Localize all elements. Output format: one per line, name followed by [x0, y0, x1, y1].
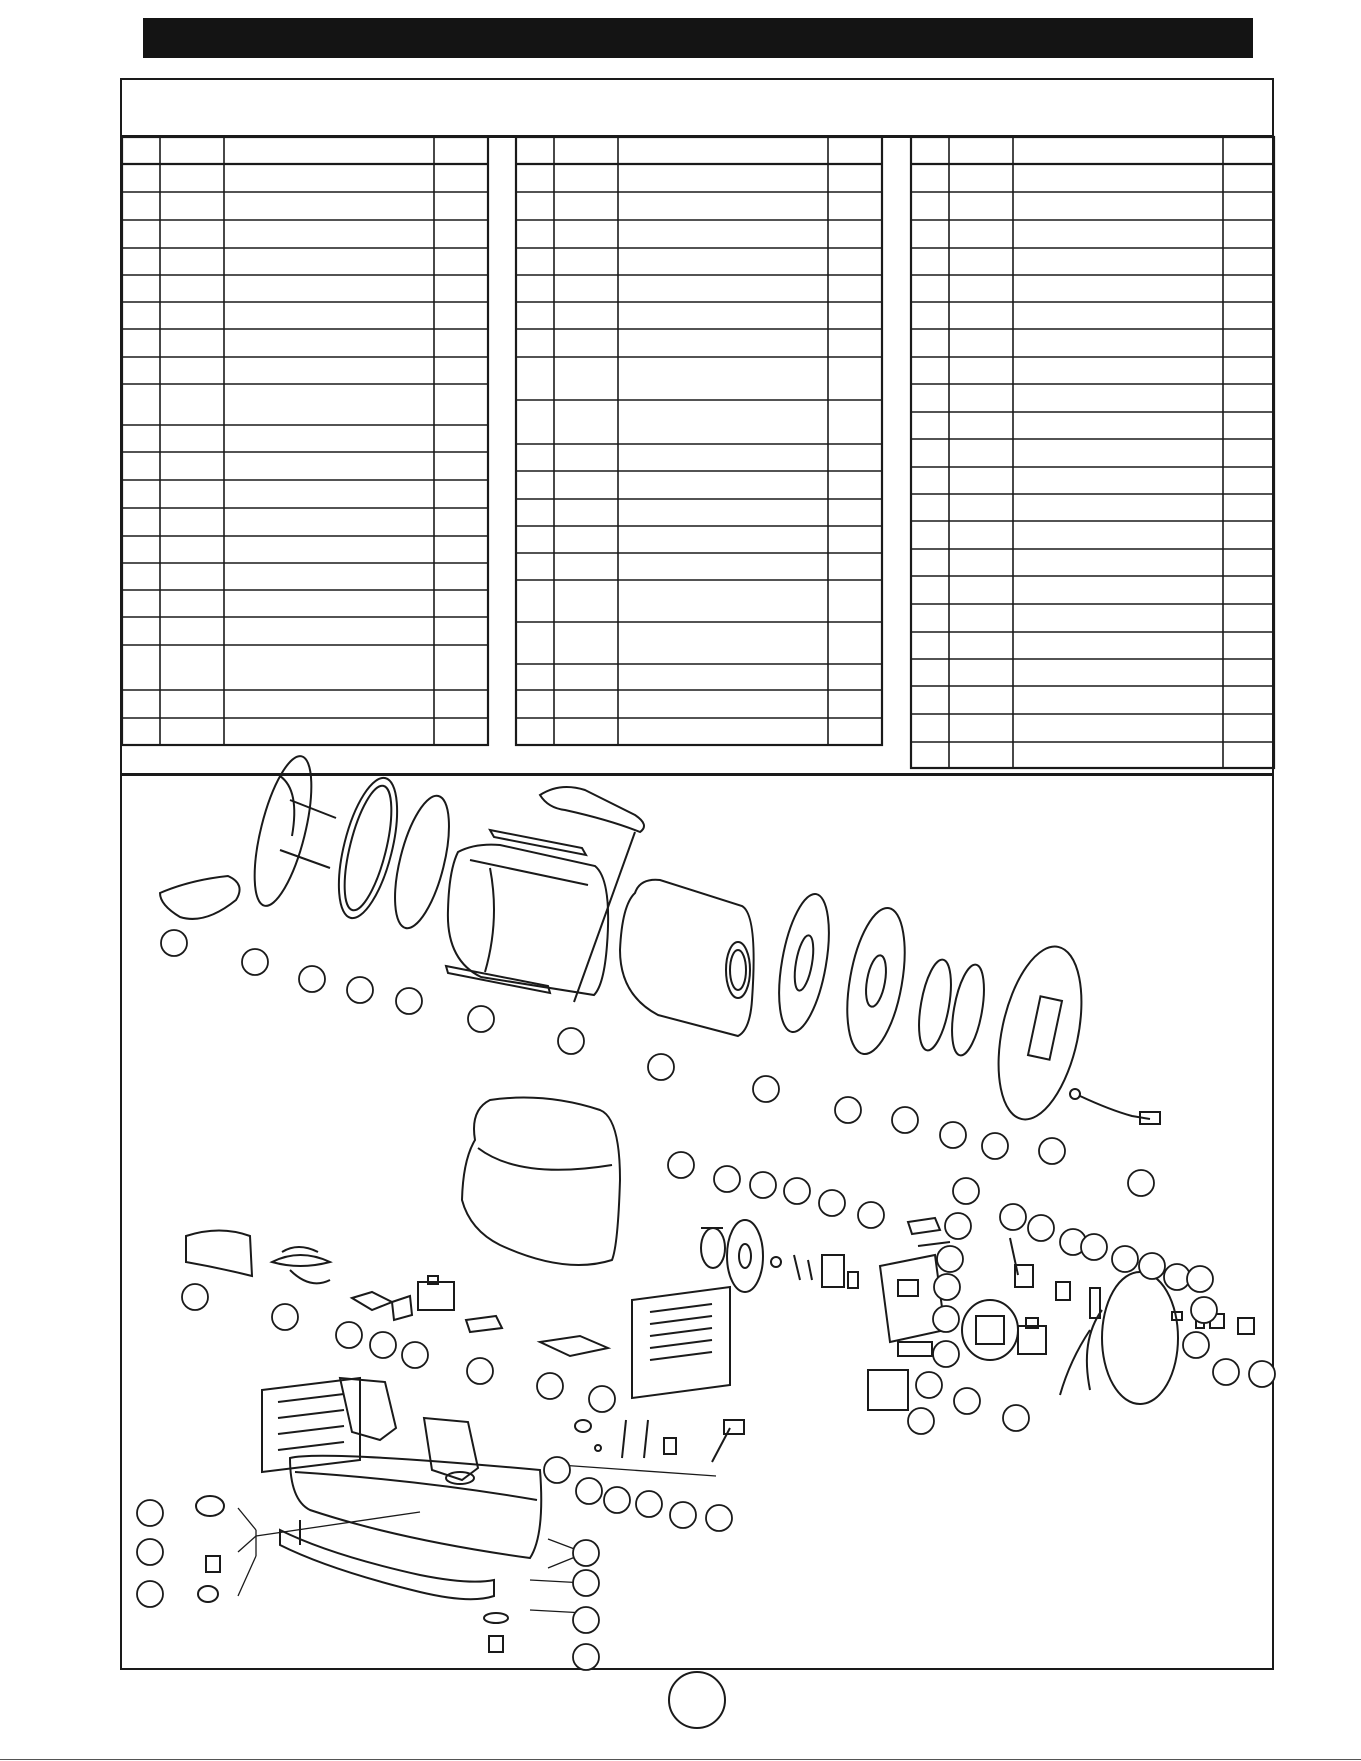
callout-circle [1039, 1138, 1065, 1164]
callout-circle [182, 1284, 208, 1310]
solenoid-part [1018, 1318, 1046, 1354]
nose-cone-part [160, 876, 240, 919]
callout-circle [576, 1478, 602, 1504]
callout-circle [982, 1133, 1008, 1159]
callout-circle [1000, 1204, 1026, 1230]
callout-circle [573, 1644, 599, 1670]
callout-circle [1187, 1266, 1213, 1292]
small-fittings-parts [771, 1255, 858, 1288]
page-number-badge [668, 1671, 726, 1729]
leader-lines [238, 1465, 716, 1613]
control-brackets-parts [908, 1218, 950, 1246]
callout-circle [299, 966, 325, 992]
callout-circle [933, 1341, 959, 1367]
parts-table-left [122, 137, 488, 745]
fan-guard-part [243, 751, 336, 911]
callout-circle [714, 1166, 740, 1192]
callout-circle [945, 1213, 971, 1239]
callout-circle [937, 1246, 963, 1272]
callout-circle [933, 1306, 959, 1332]
side-panel-louver-part [632, 1287, 730, 1398]
bottom-rule [0, 1759, 1361, 1760]
callout-circle [1003, 1405, 1029, 1431]
baffle-plate-part [770, 890, 838, 1036]
callout-circle [908, 1408, 934, 1434]
callout-circle [784, 1178, 810, 1204]
callout-circle [819, 1190, 845, 1216]
bracket-part [466, 1316, 502, 1332]
callout-circle [750, 1172, 776, 1198]
burner-nozzle-part [701, 1228, 725, 1268]
callout-circle [1081, 1234, 1107, 1260]
callout-circle [558, 1028, 584, 1054]
pump-assembly-part [962, 1300, 1018, 1360]
callout-circle [892, 1107, 918, 1133]
motor-mount-parts [352, 1292, 412, 1320]
control-board-part [880, 1255, 945, 1342]
callout-circle [589, 1386, 615, 1412]
callout-circle [1213, 1359, 1239, 1385]
combustion-chamber-part [620, 880, 754, 1036]
fuel-tank-part [290, 1456, 541, 1558]
fan-blade-part [272, 1247, 330, 1283]
callout-circle [636, 1491, 662, 1517]
callout-circle [835, 1097, 861, 1123]
callout-circle [161, 930, 187, 956]
callout-circle [604, 1487, 630, 1513]
callout-circle [137, 1500, 163, 1526]
motor-housing-part [1060, 1272, 1178, 1404]
callout-circle [573, 1570, 599, 1596]
callout-circle [940, 1122, 966, 1148]
callout-circle [916, 1372, 942, 1398]
callout-circle [953, 1178, 979, 1204]
callout-circle [137, 1539, 163, 1565]
callout-circle [1028, 1215, 1054, 1241]
base-grille-part [262, 1378, 360, 1472]
rear-housing-part [985, 939, 1096, 1127]
fuel-cap-parts [196, 1496, 224, 1602]
fuel-gauge-parts [575, 1420, 744, 1462]
callout-circle [336, 1322, 362, 1348]
lower-shell-part [462, 1098, 620, 1265]
callout-circle [648, 1054, 674, 1080]
drain-plug-parts [484, 1613, 508, 1652]
callout-circle [242, 949, 268, 975]
fan-cover-part [186, 1231, 252, 1277]
callout-circle [670, 1502, 696, 1528]
callout-circle [402, 1342, 428, 1368]
callout-circle [396, 988, 422, 1014]
parts-table-right [911, 137, 1274, 768]
mount-plate-part [540, 1336, 608, 1356]
callout-circle [347, 977, 373, 1003]
callout-circle [1191, 1297, 1217, 1323]
callout-circle [1249, 1361, 1275, 1387]
callout-circle [537, 1373, 563, 1399]
callout-circle [272, 1304, 298, 1330]
callout-circle [1128, 1170, 1154, 1196]
callout-circle [668, 1152, 694, 1178]
callout-circle [954, 1388, 980, 1414]
callout-circles [137, 930, 1275, 1670]
callout-circle [468, 1006, 494, 1032]
callout-circle [544, 1457, 570, 1483]
callout-circle [858, 1202, 884, 1228]
callout-circle [1112, 1246, 1138, 1272]
callout-circle [706, 1505, 732, 1531]
callout-circle [467, 1358, 493, 1384]
handle-part [540, 787, 644, 1002]
front-ring-part [327, 772, 408, 923]
callout-circle [1139, 1253, 1165, 1279]
callout-circle [573, 1607, 599, 1633]
burner-disc-part [727, 1220, 763, 1292]
small-ring-parts [913, 957, 990, 1057]
callout-circle [1183, 1332, 1209, 1358]
callout-circle [1164, 1264, 1190, 1290]
parts-tables [122, 137, 1274, 768]
callout-circle [753, 1076, 779, 1102]
callout-circle [573, 1540, 599, 1566]
callout-circle [934, 1274, 960, 1300]
rear-plate-part [838, 904, 915, 1059]
callout-circle [137, 1581, 163, 1607]
callout-circle [370, 1332, 396, 1358]
parts-table-middle [516, 137, 882, 745]
motor-part [418, 1276, 454, 1310]
power-cord-part [1070, 1089, 1160, 1124]
